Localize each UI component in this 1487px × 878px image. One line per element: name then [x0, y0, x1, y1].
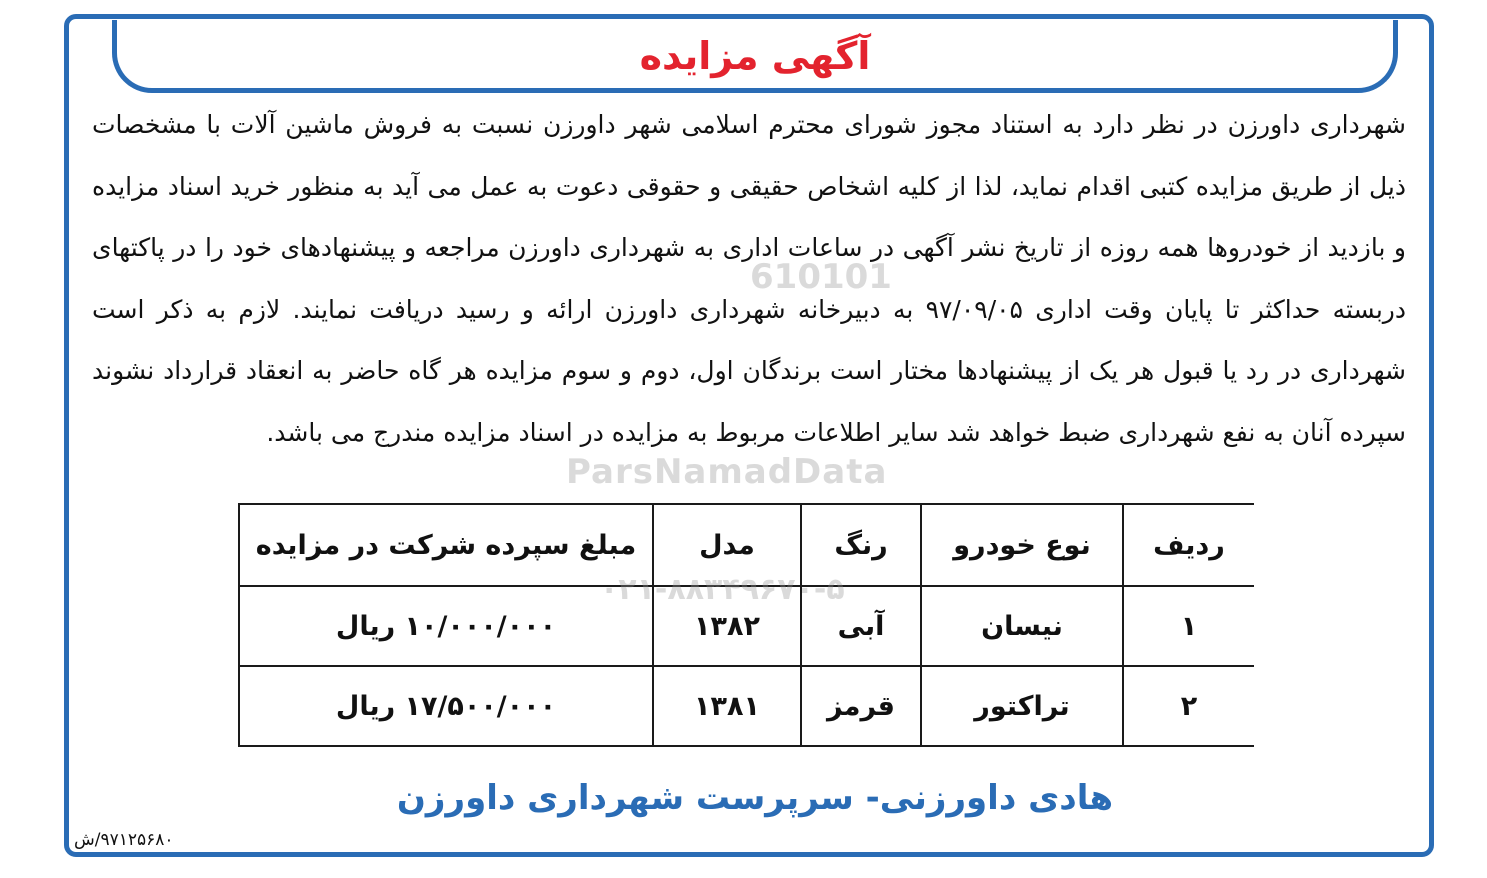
cell-vehicle-type: تراکتور [921, 666, 1123, 746]
cell-deposit: ۱۰/۰۰۰/۰۰۰ ریال [239, 586, 653, 666]
header-color: رنگ [801, 504, 921, 586]
cell-color: قرمز [801, 666, 921, 746]
watermark-phone: ۰۲۱-۸۸۳۴۹۶۷۰-۵ [600, 572, 845, 607]
vehicles-table [238, 503, 1254, 747]
watermark-digits: 610101 [750, 257, 892, 297]
table-row [239, 666, 1254, 746]
cell-row-no: ۱ [1123, 586, 1254, 666]
cell-color: آبی [801, 586, 921, 666]
watermark-brand: ParsNamadData [566, 452, 888, 492]
signature: هادی داورزنی- سرپرست شهرداری داورزن [396, 778, 1114, 818]
header-vehicle-type: نوع خودرو [921, 504, 1123, 586]
cell-deposit: ۱۷/۵۰۰/۰۰۰ ریال [239, 666, 653, 746]
cell-model: ۱۳۸۱ [653, 666, 801, 746]
table-header-row [239, 504, 1254, 586]
notice-body: شهرداری داورزن در نظر دارد به استناد مجوز شورای محترم اسلامی شهر داورزن نسبت به فروش ماشین آلات با مشخصات ذیل از طریق مزایده کتبی اقدام نماید، لذا از کلیه اشخاص حقیقی و حقوقی دعوت به عمل می آید به منظور خرید اسناد مزایده و بازدید از خودروها همه روزه از تاریخ نشر آگهی در ساعات اداری به شهرداری داورزن مراجعه و پیشنهادهای خود را در پاکتهای دربسته حداکثر تا پایان وقت اداری ۹۷/۰۹/۰۵ به دبیرخانه شهرداری داورزن ارائه و رسید دریافت نمایند. لازم به ذکر است شهرداری در رد یا قبول هر یک از پیشنهادها مختار است برندگان اول، دوم و سوم مزایده هر گاه حاضر به انعقاد قرارداد نشوند سپرده آنان به نفع شهرداری ضبط خواهد شد سایر اطلاعات مربوط به مزایده در اسناد مزایده مندرج می باشد. [92, 110, 1406, 447]
header-deposit: مبلغ سپرده شرکت در مزایده [239, 504, 653, 586]
ad-code: ۹۷۱۲۵۶۸۰/ش [74, 830, 174, 850]
cell-vehicle-type: نیسان [921, 586, 1123, 666]
header-row-no: ردیف [1123, 504, 1254, 586]
header-model: مدل [653, 504, 801, 586]
notice-title: آگهی مزایده [639, 34, 871, 78]
cell-model: ۱۳۸۲ [653, 586, 801, 666]
cell-row-no: ۲ [1123, 666, 1254, 746]
table-row [239, 586, 1254, 666]
